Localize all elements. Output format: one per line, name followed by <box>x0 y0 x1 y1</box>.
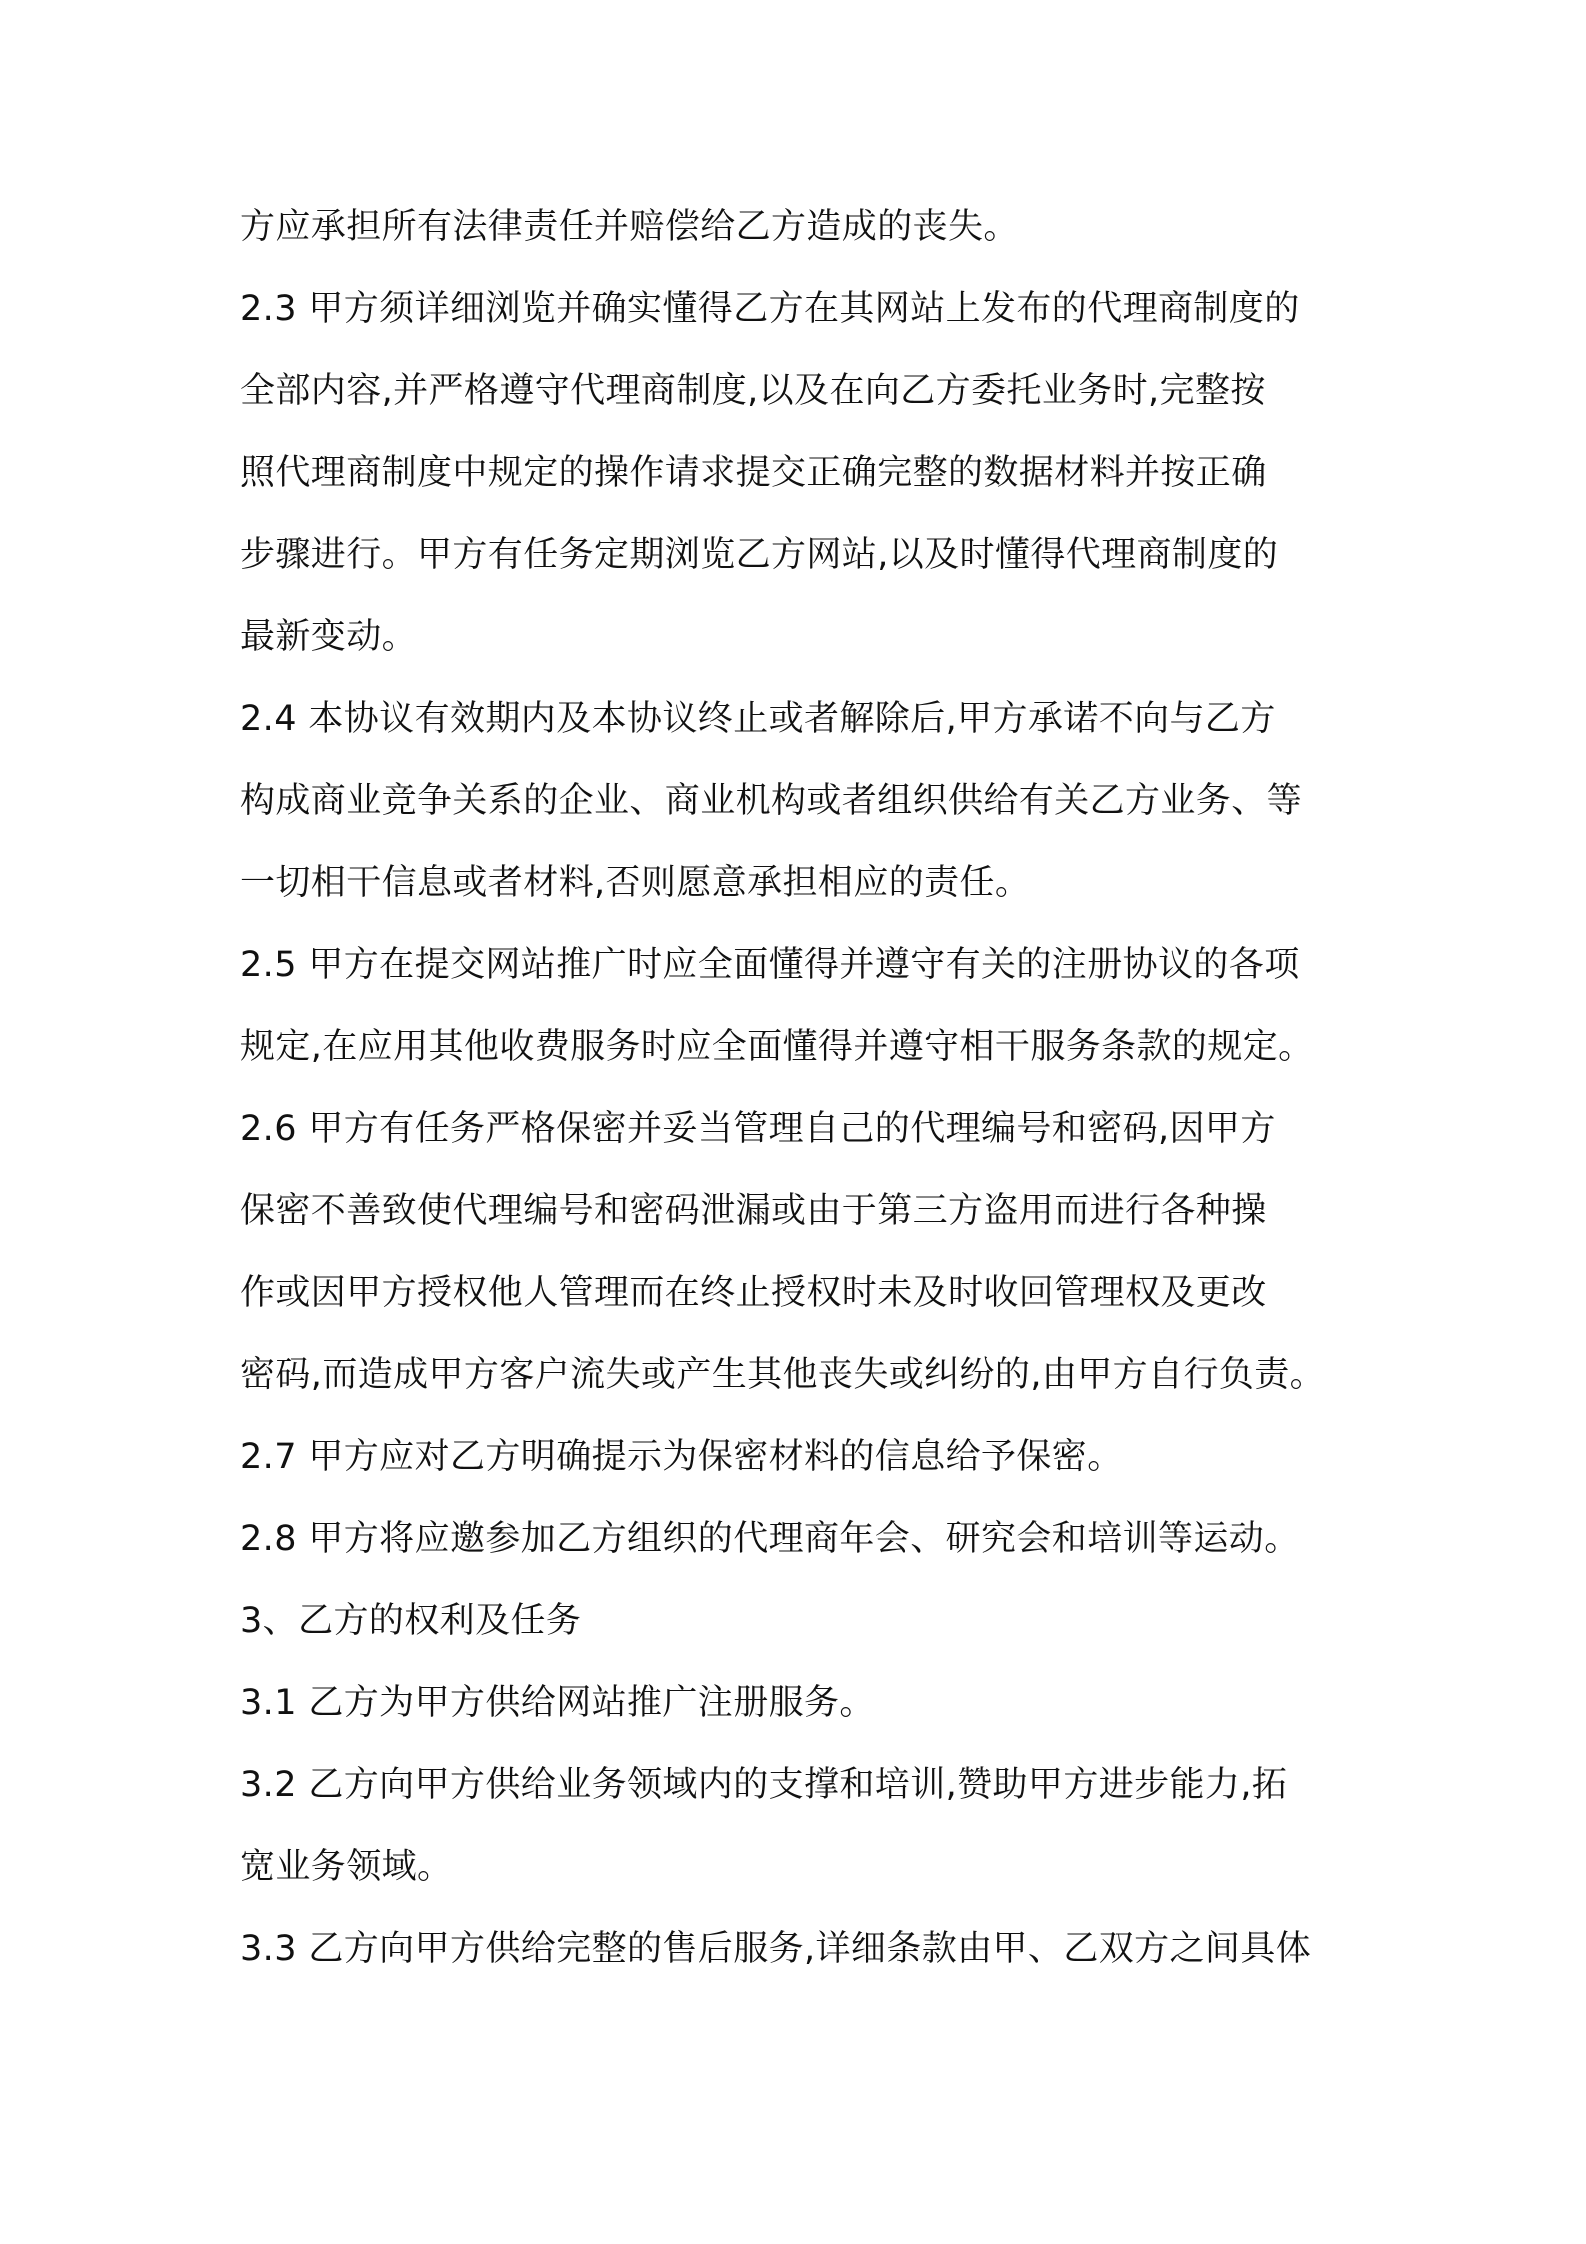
text-line: 2.5 甲方在提交网站推广时应全面懂得并遵守有关的注册协议的各项 <box>240 945 1300 985</box>
text-line: 3.1 乙方为甲方供给网站推广注册服务。 <box>240 1683 875 1723</box>
text-line: 规定,在应用其他收费服务时应全面懂得并遵守相干服务条款的规定。 <box>240 1027 1314 1067</box>
text-line: 保密不善致使代理编号和密码泄漏或由于第三方盗用而进行各种操 <box>240 1191 1267 1231</box>
text-line: 3.2 乙方向甲方供给业务领域内的支撑和培训,赞助甲方进步能力,拓 <box>240 1765 1288 1805</box>
text-line: 2.3 甲方须详细浏览并确实懂得乙方在其网站上发布的代理商制度的 <box>240 289 1300 329</box>
text-line: 构成商业竞争关系的企业、商业机构或者组织供给有关乙方业务、等 <box>240 781 1303 821</box>
text-line: 宽业务领域。 <box>240 1847 453 1887</box>
text-line: 作或因甲方授权他人管理而在终止授权时未及时收回管理权及更改 <box>240 1273 1267 1313</box>
text-line: 步骤进行。甲方有任务定期浏览乙方网站,以及时懂得代理商制度的 <box>240 535 1279 575</box>
text-line: 密码,而造成甲方客户流失或产生其他丧失或纠纷的,由甲方自行负责。 <box>240 1355 1326 1395</box>
text-line: 2.4 本协议有效期内及本协议终止或者解除后,甲方承诺不向与乙方 <box>240 699 1276 739</box>
text-line: 2.8 甲方将应邀参加乙方组织的代理商年会、研究会和培训等运动。 <box>240 1519 1300 1559</box>
document-body <box>240 186 1360 1990</box>
text-line: 2.6 甲方有任务严格保密并妥当管理自己的代理编号和密码,因甲方 <box>240 1109 1276 1149</box>
text-line: 一切相干信息或者材料,否则愿意承担相应的责任。 <box>240 863 1031 903</box>
text-line: 3.3 乙方向甲方供给完整的售后服务,详细条款由甲、乙双方之间具体 <box>240 1929 1312 1969</box>
text-line: 最新变动。 <box>240 617 418 657</box>
text-line: 照代理商制度中规定的操作请求提交正确完整的数据材料并按正确 <box>240 453 1267 493</box>
text-line: 方应承担所有法律责任并赔偿给乙方造成的丧失。 <box>240 207 1019 247</box>
section-heading: 3、乙方的权利及任务 <box>240 1601 582 1641</box>
text-line: 全部内容,并严格遵守代理商制度,以及在向乙方委托业务时,完整按 <box>240 371 1266 411</box>
text-line: 2.7 甲方应对乙方明确提示为保密材料的信息给予保密。 <box>240 1437 1123 1477</box>
